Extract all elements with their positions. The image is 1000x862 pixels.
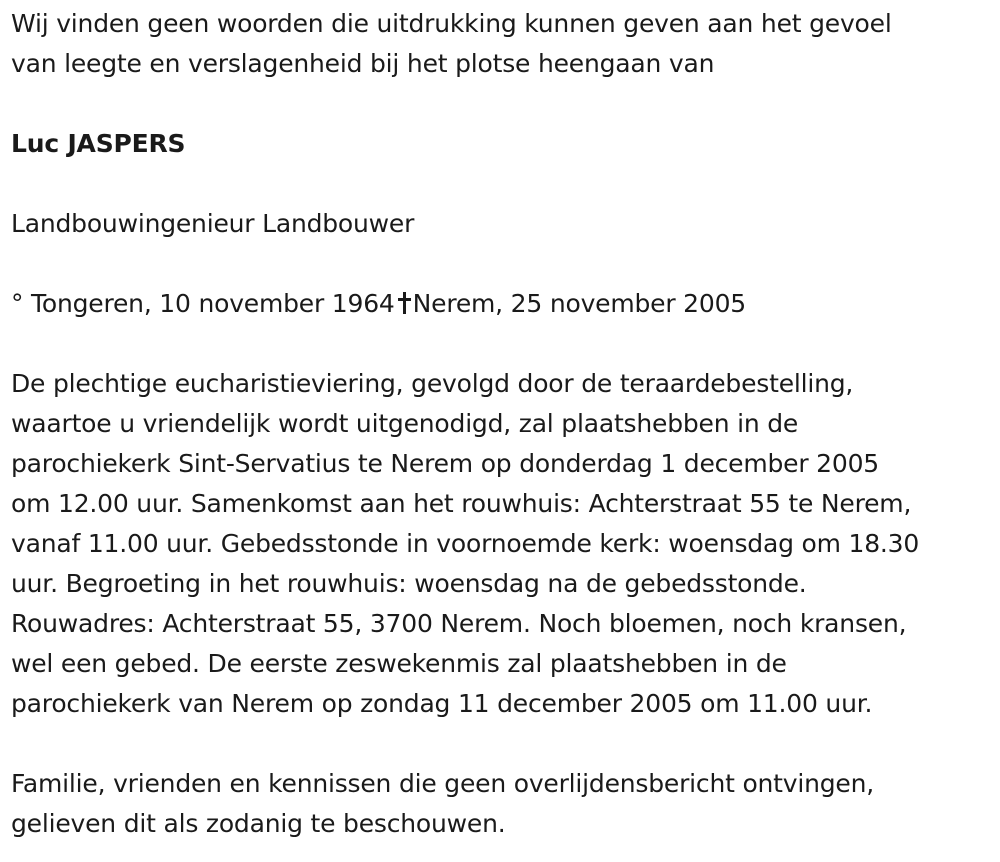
intro-line: Wij vinden geen woorden die uitdrukking kunnen geven aan het gevoel <box>11 9 892 38</box>
ceremony-line: wel een gebed. De eerste zeswekenmis zal plaatshebben in de <box>11 649 787 678</box>
death-notice <box>11 4 991 844</box>
ceremony-line: Rouwadres: Achterstraat 55, 3700 Nerem. Noch bloemen, noch kransen, <box>11 609 907 638</box>
intro-line: van leegte en verslagenheid bij het plotse heengaan van <box>11 49 715 78</box>
ceremony-line: vanaf 11.00 uur. Gebedsstonde in voornoemde kerk: woensdag om 18.30 <box>11 529 920 558</box>
deceased-profession: Landbouwingenieur Landbouwer <box>11 209 415 238</box>
ceremony-line: parochiekerk van Nerem op zondag 11 december 2005 om 11.00 uur. <box>11 689 873 718</box>
death-date: Nerem, 25 november 2005 <box>412 289 747 318</box>
profession-paragraph <box>11 204 991 244</box>
birth-date: ° Tongeren, 10 november 1964 <box>11 289 395 318</box>
closing-line: Familie, vrienden en kennissen die geen overlijdensbericht ontvingen, <box>11 769 875 798</box>
deceased-name-paragraph <box>11 124 991 164</box>
intro-paragraph <box>11 4 991 84</box>
ceremony-paragraph <box>11 364 991 724</box>
cross-icon <box>398 292 410 314</box>
dates-paragraph <box>11 284 991 324</box>
life-dates <box>11 284 991 324</box>
ceremony-line: De plechtige eucharistieviering, gevolgd door de teraardebestelling, <box>11 369 854 398</box>
ceremony-line: uur. Begroeting in het rouwhuis: woensdag na de gebedsstonde. <box>11 569 807 598</box>
ceremony-line: om 12.00 uur. Samenkomst aan het rouwhuis: Achterstraat 55 te Nerem, <box>11 489 912 518</box>
ceremony-line: parochiekerk Sint-Servatius te Nerem op donderdag 1 december 2005 <box>11 449 880 478</box>
ceremony-line: waartoe u vriendelijk wordt uitgenodigd, zal plaatshebben in de <box>11 409 799 438</box>
closing-paragraph <box>11 764 991 844</box>
deceased-name: Luc JASPERS <box>11 129 186 158</box>
closing-line: gelieven dit als zodanig te beschouwen. <box>11 809 506 838</box>
